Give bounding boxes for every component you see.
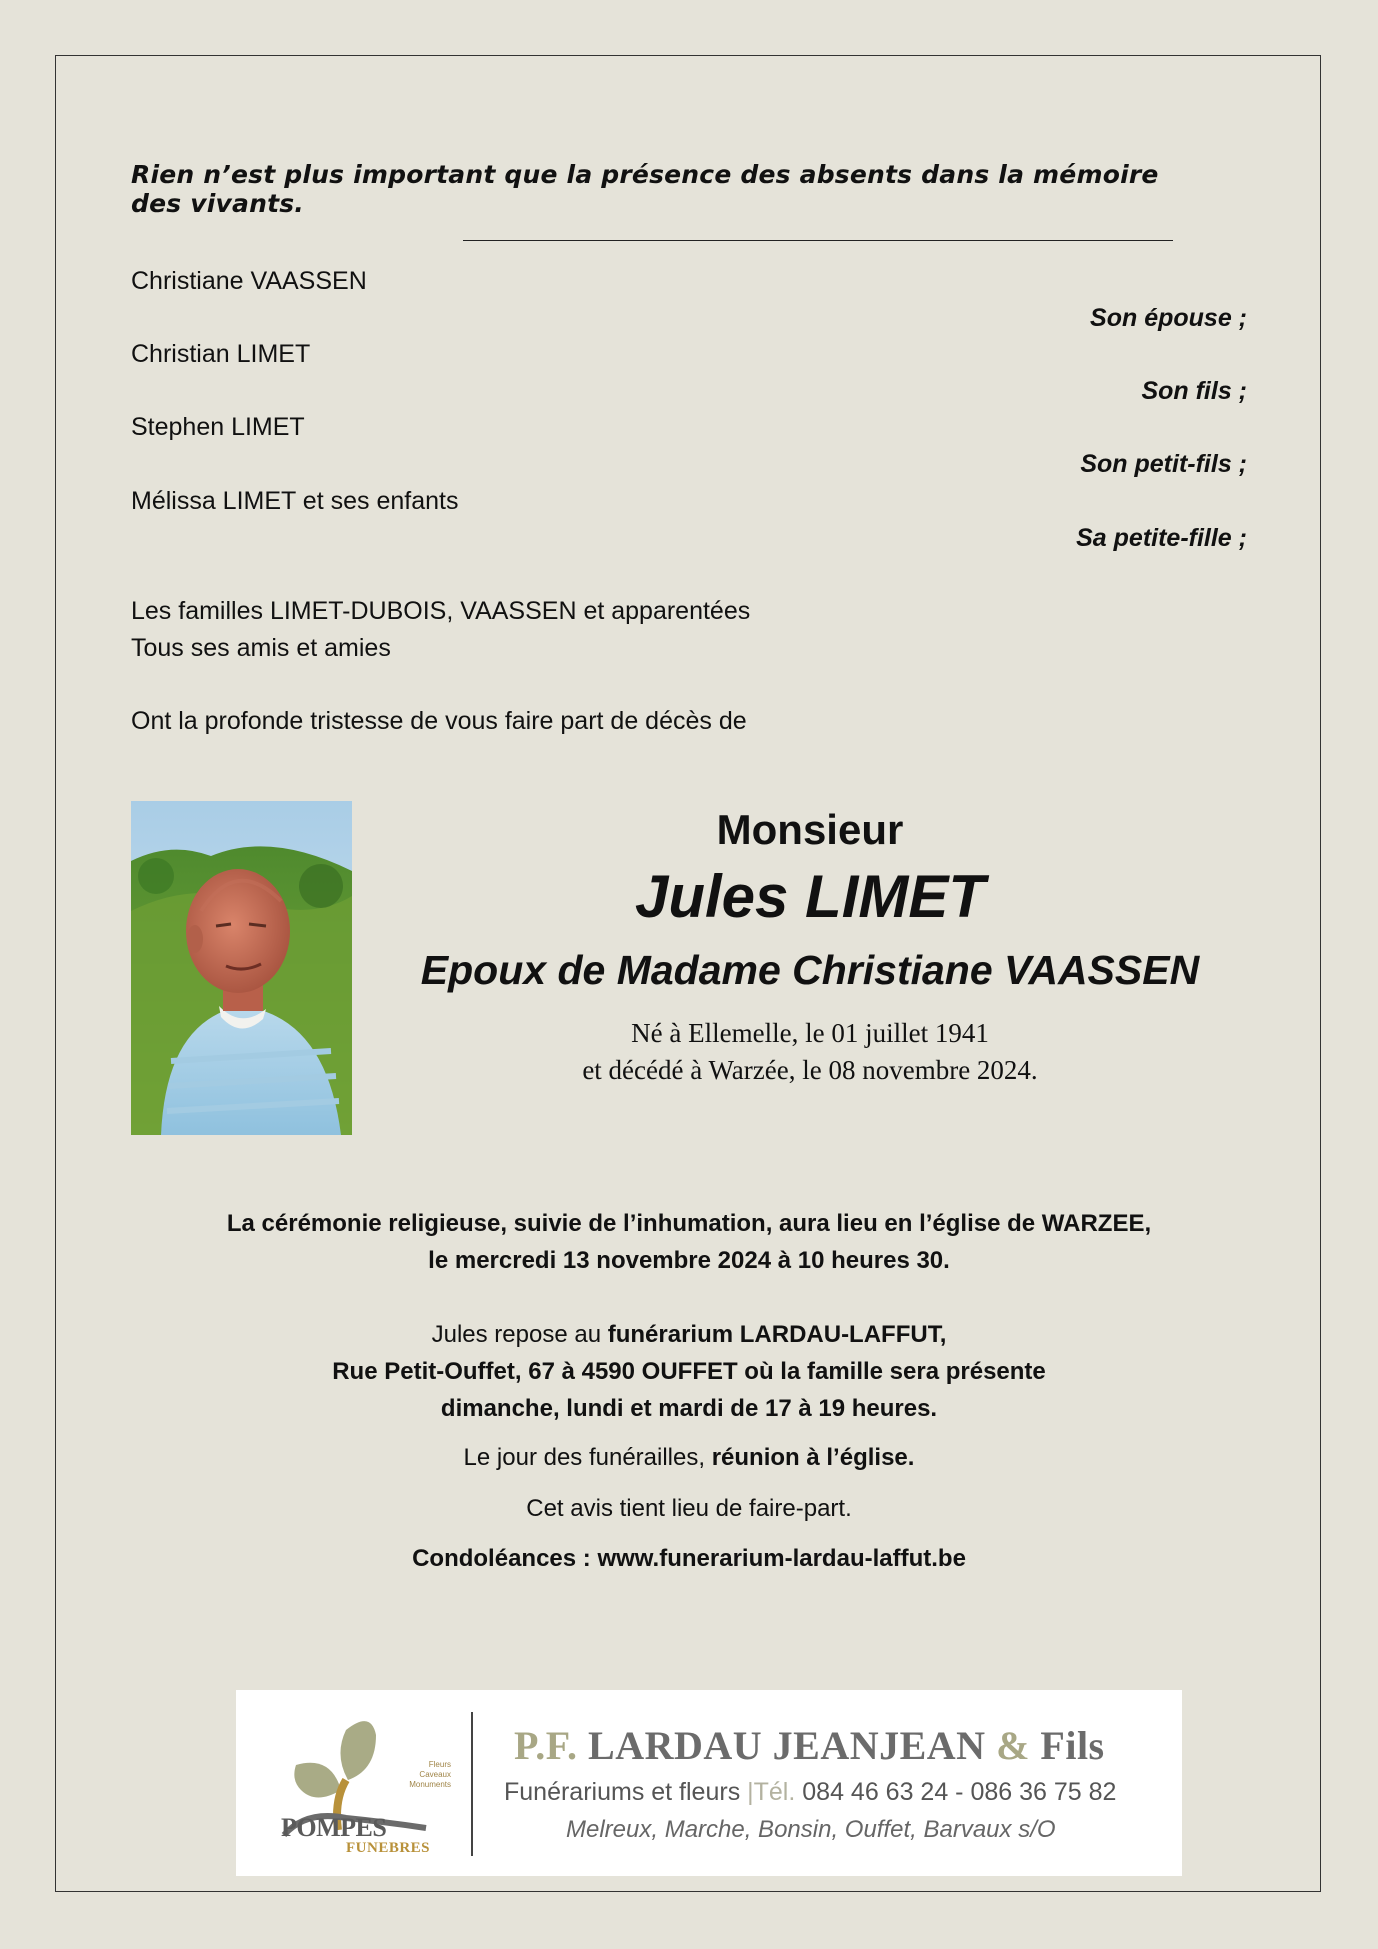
family-name-4: Mélissa LIMET et ses enfants [131, 487, 459, 515]
banner-locations: Melreux, Marche, Bonsin, Ouffet, Barvaux s/O [566, 1816, 1056, 1843]
banner-fils: Fils [1040, 1723, 1105, 1768]
logo-service-vaults: Caveaux [419, 1770, 451, 1779]
deceased-name: Jules LIMET [634, 863, 986, 930]
funeral-day-meeting: réunion à l’église. [711, 1444, 915, 1471]
banner-services: Funérariums et fleurs [504, 1778, 748, 1806]
family-role-4: Sa petite-fille ; [1076, 524, 1247, 552]
portrait-photo [131, 801, 352, 1135]
logo-pompes: POMPES [281, 1813, 387, 1842]
death-line: et décédé à Warzée, le 08 novembre 2024. [582, 1055, 1038, 1085]
deceased-spouse: Epoux de Madame Christiane VAASSEN [420, 947, 1200, 993]
family-name-3: Stephen LIMET [131, 413, 305, 441]
banner-ampersand: & [996, 1723, 1030, 1768]
banner-pf: P.F. [514, 1723, 578, 1768]
family-role-2: Son fils ; [1141, 377, 1247, 405]
logo-funebres: FUNEBRES [346, 1840, 431, 1856]
family-role-3: Son petit-fils ; [1080, 450, 1247, 478]
visitation-address: Rue Petit-Ouffet, 67 à 4590 OUFFET où la famille sera présente [332, 1358, 1046, 1385]
banner-tel-label: |Tél. [747, 1778, 796, 1806]
funeral-home-banner [236, 1690, 1182, 1876]
banner-services-line [504, 1778, 1116, 1807]
banner-title [514, 1722, 1105, 1769]
ceremony-line-1: La cérémonie religieuse, suivie de l’inhumation, aura lieu en l’église de WARZEE, [226, 1210, 1152, 1237]
deceased-title: Monsieur [716, 806, 904, 853]
funeral-day-line [131, 1444, 1247, 1472]
visitation-prefix: Jules repose au [431, 1321, 608, 1348]
family-role-1: Son épouse ; [1090, 304, 1247, 332]
announcement-line: Ont la profonde tristesse de vous faire part de décès de [131, 707, 747, 735]
logo-service-flowers: Fleurs [428, 1760, 451, 1769]
families-line: Les familles LIMET-DUBOIS, VAASSEN et apparentées [131, 597, 751, 625]
birth-line: Né à Ellemelle, le 01 juillet 1941 [631, 1018, 989, 1048]
logo-services-list [386, 1760, 451, 1790]
condolences-line: Condoléances : www.funerarium-lardau-laffut.be [412, 1545, 966, 1572]
funeral-day-prefix: Le jour des funérailles, [463, 1444, 712, 1471]
banner-phones: 084 46 63 24 - 086 36 75 82 [795, 1778, 1117, 1806]
ceremony-line-2: le mercredi 13 novembre 2024 à 10 heures 30. [428, 1247, 950, 1274]
visitation-line-1 [131, 1321, 1247, 1349]
banner-company-name: LARDAU JEANJEAN [588, 1723, 986, 1768]
visitation-place: funérarium LARDAU-LAFFUT, [607, 1321, 947, 1348]
divider-line [463, 240, 1173, 241]
friends-line: Tous ses amis et amies [131, 634, 391, 662]
visitation-hours: dimanche, lundi et mardi de 17 à 19 heures. [440, 1395, 938, 1422]
epigraph-quote: Rien n’est plus important que la présence des absents dans la mémoire des vivants. [131, 160, 1159, 218]
logo-service-monuments: Monuments [409, 1780, 451, 1789]
banner-divider [471, 1712, 473, 1856]
notice-line: Cet avis tient lieu de faire-part. [526, 1495, 852, 1522]
family-name-2: Christian LIMET [131, 340, 311, 368]
family-name-1: Christiane VAASSEN [131, 267, 367, 295]
